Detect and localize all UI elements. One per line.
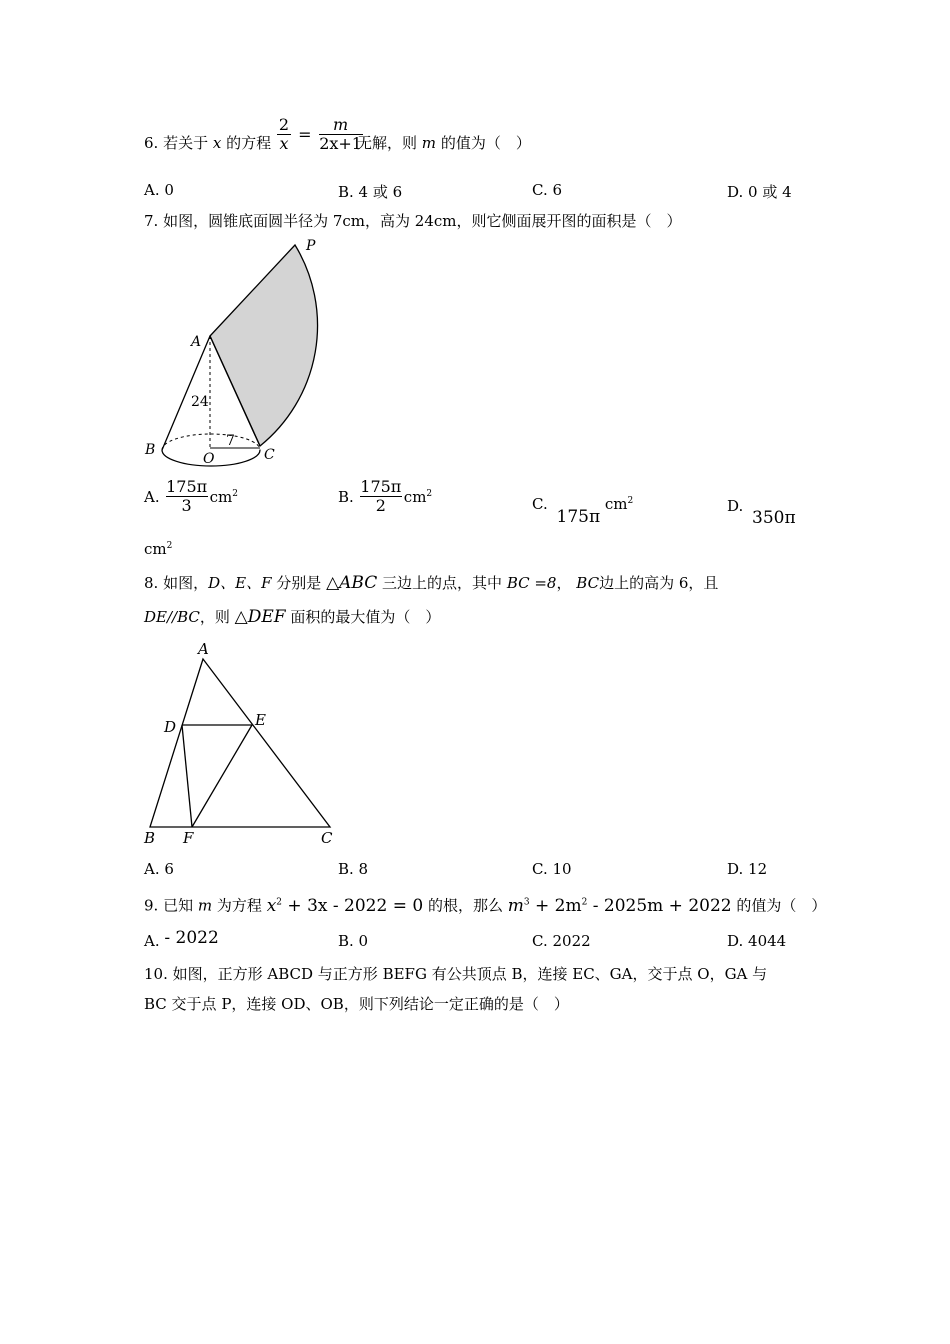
cone-slant-left	[162, 336, 210, 450]
q8-text: ，则	[199, 608, 230, 626]
q9-equation	[267, 896, 423, 916]
option-label: A.	[144, 932, 160, 950]
q6-number: 6. 若关于	[144, 134, 209, 152]
triangle-abc	[150, 659, 330, 827]
q8-text: ，	[556, 574, 572, 592]
q8-stem-line1	[144, 574, 718, 592]
label-e: E	[255, 711, 266, 729]
q8-option-b[interactable]: B. 8	[338, 860, 369, 878]
frac-den: 3	[181, 496, 192, 515]
eq-rest: + 3x - 2022 = 0	[282, 895, 424, 916]
label-f: F	[183, 829, 194, 847]
label-b: B	[144, 829, 156, 847]
segment-df	[182, 725, 192, 827]
q6-var-m: m	[421, 134, 437, 152]
q8-text: 面积的最大值为（ ）	[290, 608, 441, 626]
q7-option-b[interactable]	[338, 478, 432, 515]
segment-ef	[192, 725, 252, 827]
q6-frac2-den: 2x+1	[319, 134, 362, 153]
q8-triangle-def: △DEF	[234, 607, 286, 627]
q9-text: 为方程	[216, 896, 262, 915]
sector-shape	[210, 245, 318, 446]
q6-option-a[interactable]: A. 0	[144, 181, 174, 199]
q7-stem: 7. 如图，圆锥底面圆半径为 7cm，高为 24cm，则它侧面展开图的面积是（ ）	[144, 212, 682, 230]
q7-option-a[interactable]	[144, 478, 238, 515]
unit-sup: 2	[426, 488, 433, 499]
option-value: 350π	[752, 508, 796, 528]
label-c: C	[264, 447, 275, 463]
q8-bc-value: BC =8	[506, 574, 557, 592]
frac-den: 2	[375, 496, 386, 515]
q9-option-c[interactable]: C. 2022	[532, 932, 591, 950]
label-p: P	[306, 238, 316, 254]
q8-triangle-abc: △ABC	[326, 573, 378, 593]
q8-option-d[interactable]: D. 12	[727, 860, 768, 878]
q7-option-c[interactable]	[532, 494, 634, 527]
q7-cone-figure	[140, 235, 350, 470]
unit-text: cm	[209, 487, 233, 506]
unit-text: cm	[144, 540, 167, 558]
unit-sup: 2	[232, 488, 238, 499]
q8-points: D、E、F	[208, 574, 272, 592]
q6-equation	[277, 116, 363, 153]
q7-option-d-unit	[144, 540, 172, 558]
q7-b-fraction	[360, 478, 402, 515]
q7-a-fraction	[166, 478, 208, 515]
unit-text: cm	[403, 487, 427, 506]
q6-fraction-right	[319, 116, 363, 153]
expr-sup: 2	[581, 897, 588, 907]
q8-bc: BC	[576, 574, 600, 592]
q10-stem-line1: 10. 如图，正方形 ABCD 与正方形 BEFG 有公共顶点 B，连接 EC、GA，交于点 O，GA 与	[144, 965, 768, 983]
label-a: A	[191, 334, 202, 350]
q10-stem-line2: BC 交于点 P，连接 OD、OB，则下列结论一定正确的是（ ）	[144, 995, 569, 1013]
q8-text: 三边上的点，其中	[382, 574, 503, 592]
q6-fraction-left	[277, 116, 291, 153]
eq-var-x: x	[266, 895, 277, 916]
option-value: 175π	[556, 507, 601, 527]
expr-mid: + 2m	[529, 895, 582, 916]
q6-tail: 无解，则	[357, 134, 418, 152]
eq-sup: 2	[276, 897, 283, 907]
q8-triangle-figure	[140, 635, 345, 850]
q9-text: 的根，那么	[427, 896, 503, 915]
q6-option-d[interactable]: D. 0 或 4	[727, 183, 792, 201]
label-b: B	[145, 442, 156, 458]
q9-stem	[144, 893, 826, 915]
q9-option-a[interactable]	[144, 928, 219, 951]
q8-text: 边上的高为 6，且	[599, 574, 719, 592]
label-a: A	[198, 640, 209, 658]
option-value: - 2022	[164, 928, 219, 948]
q9-option-b[interactable]: B. 0	[338, 932, 369, 950]
q6-var-x: x	[212, 134, 222, 152]
expr-rest: - 2025m + 2022	[587, 895, 732, 916]
q9-text: 的值为（ ）	[736, 896, 827, 915]
q6-option-c[interactable]: C. 6	[532, 181, 563, 199]
q8-stem-line2	[144, 608, 440, 626]
q7-option-d[interactable]	[727, 496, 796, 528]
label-c: C	[321, 829, 333, 847]
unit-sup: 2	[627, 496, 634, 506]
option-label: D.	[727, 497, 744, 515]
label-height: 24	[191, 394, 209, 410]
frac-num: 175π	[360, 477, 402, 496]
q6-equals: =	[298, 125, 312, 144]
q8-option-c[interactable]: C. 10	[532, 860, 572, 878]
option-label: B.	[338, 487, 354, 506]
q9-text: 9. 已知	[144, 896, 194, 915]
q6-stem-tail	[357, 134, 531, 152]
q8-option-a[interactable]: A. 6	[144, 860, 174, 878]
q6-option-b[interactable]: B. 4 或 6	[338, 183, 403, 201]
label-radius: 7	[226, 433, 235, 449]
q8-text: 分别是	[276, 574, 322, 592]
option-label: C.	[532, 495, 548, 513]
q6-frac2-num: m	[333, 115, 349, 134]
q6-frac1-den: x	[279, 134, 289, 153]
label-o: O	[203, 451, 215, 467]
option-label: A.	[144, 487, 160, 506]
unit	[210, 488, 238, 506]
q9-expression	[508, 896, 732, 916]
q9-option-d[interactable]: D. 4044	[727, 932, 787, 950]
unit-sup: 2	[166, 541, 173, 551]
expr-sup: 3	[523, 897, 530, 907]
label-d: D	[164, 718, 177, 736]
unit	[605, 495, 633, 513]
q8-text: 8. 如图，	[144, 574, 209, 592]
q6-frac1-num: 2	[278, 115, 290, 134]
frac-num: 175π	[166, 477, 208, 496]
q6-tail2: 的值为（ ）	[440, 134, 531, 152]
unit	[404, 488, 432, 506]
q6-stem	[144, 134, 271, 152]
unit-text: cm	[604, 495, 628, 513]
q6-text: 的方程	[226, 134, 272, 152]
q9-var-m: m	[197, 896, 213, 915]
expr-var-m: m	[507, 895, 524, 916]
q8-parallel: DE//BC	[144, 608, 200, 626]
